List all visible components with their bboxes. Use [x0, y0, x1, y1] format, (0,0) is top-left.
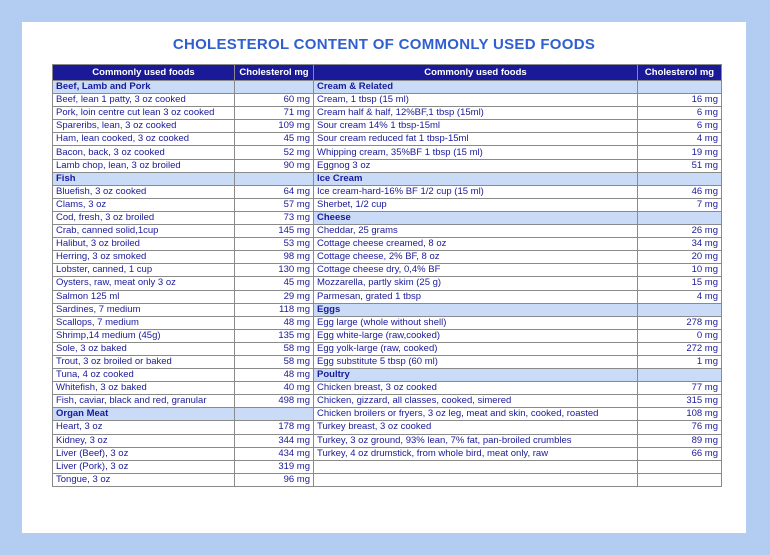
left-cholesterol-value: 45 mg — [235, 277, 314, 290]
table-row — [53, 382, 722, 395]
right-food-name: Cottage cheese creamed, 8 oz — [314, 238, 638, 251]
right-cholesterol-value: 66 mg — [638, 447, 722, 460]
table-row — [53, 94, 722, 107]
left-food-name: Scallops, 7 medium — [53, 316, 235, 329]
left-food-name: Beef, lean 1 patty, 3 oz cooked — [53, 94, 235, 107]
table-row — [53, 146, 722, 159]
table-row — [53, 251, 722, 264]
left-food-name: Clams, 3 oz — [53, 198, 235, 211]
left-food-name: Liver (Beef), 3 oz — [53, 447, 235, 460]
right-section-header-fill — [638, 369, 722, 382]
right-cholesterol-value: 10 mg — [638, 264, 722, 277]
right-cholesterol-value: 16 mg — [638, 94, 722, 107]
right-cholesterol-value: 34 mg — [638, 238, 722, 251]
table-row — [53, 120, 722, 133]
table-row — [53, 277, 722, 290]
right-section-header: Ice Cream — [314, 172, 638, 185]
left-cholesterol-value: 98 mg — [235, 251, 314, 264]
right-section-header: Poultry — [314, 369, 638, 382]
left-food-name: Whitefish, 3 oz baked — [53, 382, 235, 395]
left-cholesterol-value: 48 mg — [235, 316, 314, 329]
table-row — [53, 198, 722, 211]
right-food-name — [314, 460, 638, 473]
right-food-name: Cottage cheese dry, 0,4% BF — [314, 264, 638, 277]
left-section-header: Organ Meat — [53, 408, 235, 421]
header-food-right: Commonly used foods — [314, 65, 638, 81]
right-cholesterol-value: 272 mg — [638, 342, 722, 355]
left-cholesterol-value: 135 mg — [235, 329, 314, 342]
left-cholesterol-value: 58 mg — [235, 355, 314, 368]
document-page — [22, 22, 746, 533]
right-food-name: Cream half & half, 12%BF,1 tbsp (15ml) — [314, 107, 638, 120]
left-cholesterol-value: 118 mg — [235, 303, 314, 316]
header-chol-right: Cholesterol mg — [638, 65, 722, 81]
left-cholesterol-value: 319 mg — [235, 460, 314, 473]
left-food-name: Heart, 3 oz — [53, 421, 235, 434]
left-food-name: Ham, lean cooked, 3 oz cooked — [53, 133, 235, 146]
right-section-header-fill — [638, 303, 722, 316]
left-food-name: Lamb chop, lean, 3 oz broiled — [53, 159, 235, 172]
right-food-name: Chicken, gizzard, all classes, cooked, simered — [314, 395, 638, 408]
right-cholesterol-value: 46 mg — [638, 185, 722, 198]
table-row — [53, 460, 722, 473]
table-row — [53, 107, 722, 120]
right-food-name: Chicken broilers or fryers, 3 oz leg, meat and skin, cooked, roasted — [314, 408, 638, 421]
left-section-header: Fish — [53, 172, 235, 185]
table-row — [53, 447, 722, 460]
left-section-header-fill — [235, 172, 314, 185]
table-row — [53, 355, 722, 368]
left-cholesterol-value: 52 mg — [235, 146, 314, 159]
right-food-name: Whipping cream, 35%BF 1 tbsp (15 ml) — [314, 146, 638, 159]
right-cholesterol-value: 77 mg — [638, 382, 722, 395]
left-food-name: Spareribs, lean, 3 oz cooked — [53, 120, 235, 133]
right-food-name: Egg white-large (raw,cooked) — [314, 329, 638, 342]
right-food-name: Sour cream 14% 1 tbsp-15ml — [314, 120, 638, 133]
left-food-name: Trout, 3 oz broiled or baked — [53, 355, 235, 368]
right-cholesterol-value: 4 mg — [638, 290, 722, 303]
header-food-left: Commonly used foods — [53, 65, 235, 81]
table-row — [53, 264, 722, 277]
table-row — [53, 172, 722, 185]
right-cholesterol-value: 1 mg — [638, 355, 722, 368]
left-cholesterol-value: 48 mg — [235, 369, 314, 382]
left-cholesterol-value: 58 mg — [235, 342, 314, 355]
table-row — [53, 329, 722, 342]
right-section-header: Eggs — [314, 303, 638, 316]
left-food-name: Liver (Pork), 3 oz — [53, 460, 235, 473]
left-food-name: Fish, caviar, black and red, granular — [53, 395, 235, 408]
right-food-name: Turkey, 4 oz drumstick, from whole bird, meat only, raw — [314, 447, 638, 460]
right-food-name: Cheddar, 25 grams — [314, 225, 638, 238]
table-row — [53, 159, 722, 172]
left-cholesterol-value: 96 mg — [235, 473, 314, 486]
right-food-name: Turkey breast, 3 oz cooked — [314, 421, 638, 434]
right-cholesterol-value: 15 mg — [638, 277, 722, 290]
right-food-name: Cottage cheese, 2% BF, 8 oz — [314, 251, 638, 264]
left-food-name: Tongue, 3 oz — [53, 473, 235, 486]
left-food-name: Shrimp,14 medium (45g) — [53, 329, 235, 342]
right-food-name: Sherbet, 1/2 cup — [314, 198, 638, 211]
table-row — [53, 133, 722, 146]
table-row — [53, 369, 722, 382]
left-cholesterol-value: 109 mg — [235, 120, 314, 133]
left-cholesterol-value: 434 mg — [235, 447, 314, 460]
left-food-name: Bacon, back, 3 oz cooked — [53, 146, 235, 159]
left-food-name: Kidney, 3 oz — [53, 434, 235, 447]
left-cholesterol-value: 64 mg — [235, 185, 314, 198]
right-cholesterol-value: 4 mg — [638, 133, 722, 146]
right-food-name — [314, 473, 638, 486]
left-food-name: Herring, 3 oz smoked — [53, 251, 235, 264]
right-cholesterol-value: 6 mg — [638, 120, 722, 133]
left-cholesterol-value: 71 mg — [235, 107, 314, 120]
right-cholesterol-value: 108 mg — [638, 408, 722, 421]
right-cholesterol-value: 0 mg — [638, 329, 722, 342]
header-row — [53, 65, 722, 81]
table-row — [53, 395, 722, 408]
left-section-header-fill — [235, 408, 314, 421]
right-cholesterol-value: 315 mg — [638, 395, 722, 408]
left-cholesterol-value: 145 mg — [235, 225, 314, 238]
right-cholesterol-value — [638, 473, 722, 486]
left-cholesterol-value: 344 mg — [235, 434, 314, 447]
right-section-header-fill — [638, 172, 722, 185]
left-cholesterol-value: 29 mg — [235, 290, 314, 303]
left-food-name: Sardines, 7 medium — [53, 303, 235, 316]
table-row — [53, 225, 722, 238]
left-food-name: Tuna, 4 oz cooked — [53, 369, 235, 382]
table-row — [53, 290, 722, 303]
table-row — [53, 421, 722, 434]
right-cholesterol-value: 278 mg — [638, 316, 722, 329]
left-cholesterol-value: 60 mg — [235, 94, 314, 107]
table-row — [53, 434, 722, 447]
table-row — [53, 211, 722, 224]
left-food-name: Pork, loin centre cut lean 3 oz cooked — [53, 107, 235, 120]
left-food-name: Lobster, canned, 1 cup — [53, 264, 235, 277]
left-section-header-fill — [235, 81, 314, 94]
left-cholesterol-value: 90 mg — [235, 159, 314, 172]
right-section-header-fill — [638, 211, 722, 224]
cholesterol-table — [52, 64, 722, 487]
right-cholesterol-value: 7 mg — [638, 198, 722, 211]
left-food-name: Bluefish, 3 oz cooked — [53, 185, 235, 198]
table-row — [53, 473, 722, 486]
right-cholesterol-value: 76 mg — [638, 421, 722, 434]
page-title: CHOLESTEROL CONTENT OF COMMONLY USED FOODS — [172, 36, 596, 53]
header-chol-left: Cholesterol mg — [235, 65, 314, 81]
right-food-name: Ice cream-hard-16% BF 1/2 cup (15 ml) — [314, 185, 638, 198]
table-row — [53, 316, 722, 329]
right-food-name: Mozzarella, partly skim (25 g) — [314, 277, 638, 290]
left-cholesterol-value: 498 mg — [235, 395, 314, 408]
right-food-name: Chicken breast, 3 oz cooked — [314, 382, 638, 395]
right-food-name: Cream, 1 tbsp (15 ml) — [314, 94, 638, 107]
right-cholesterol-value: 26 mg — [638, 225, 722, 238]
right-section-header: Cream & Related — [314, 81, 638, 94]
left-food-name: Sole, 3 oz baked — [53, 342, 235, 355]
left-cholesterol-value: 40 mg — [235, 382, 314, 395]
left-cholesterol-value: 53 mg — [235, 238, 314, 251]
right-food-name: Egg large (whole without shell) — [314, 316, 638, 329]
left-cholesterol-value: 178 mg — [235, 421, 314, 434]
table-row — [53, 342, 722, 355]
left-food-name: Salmon 125 ml — [53, 290, 235, 303]
table-row — [53, 81, 722, 94]
left-cholesterol-value: 57 mg — [235, 198, 314, 211]
right-food-name: Turkey, 3 oz ground, 93% lean, 7% fat, pan-broiled crumbles — [314, 434, 638, 447]
right-cholesterol-value: 20 mg — [638, 251, 722, 264]
right-section-header: Cheese — [314, 211, 638, 224]
right-food-name: Egg yolk-large (raw, cooked) — [314, 342, 638, 355]
right-food-name: Sour cream reduced fat 1 tbsp-15ml — [314, 133, 638, 146]
right-section-header-fill — [638, 81, 722, 94]
left-food-name: Crab, canned solid,1cup — [53, 225, 235, 238]
left-cholesterol-value: 45 mg — [235, 133, 314, 146]
right-cholesterol-value: 51 mg — [638, 159, 722, 172]
left-food-name: Oysters, raw, meat only 3 oz — [53, 277, 235, 290]
right-food-name: Parmesan, grated 1 tbsp — [314, 290, 638, 303]
left-food-name: Halibut, 3 oz broiled — [53, 238, 235, 251]
right-cholesterol-value — [638, 460, 722, 473]
table-row — [53, 408, 722, 421]
table-row — [53, 185, 722, 198]
left-section-header: Beef, Lamb and Pork — [53, 81, 235, 94]
right-food-name: Egg substitute 5 tbsp (60 ml) — [314, 355, 638, 368]
right-cholesterol-value: 19 mg — [638, 146, 722, 159]
left-cholesterol-value: 73 mg — [235, 211, 314, 224]
left-food-name: Cod, fresh, 3 oz broiled — [53, 211, 235, 224]
right-food-name: Eggnog 3 oz — [314, 159, 638, 172]
left-cholesterol-value: 130 mg — [235, 264, 314, 277]
table-row — [53, 238, 722, 251]
table-row — [53, 303, 722, 316]
right-cholesterol-value: 89 mg — [638, 434, 722, 447]
right-cholesterol-value: 6 mg — [638, 107, 722, 120]
